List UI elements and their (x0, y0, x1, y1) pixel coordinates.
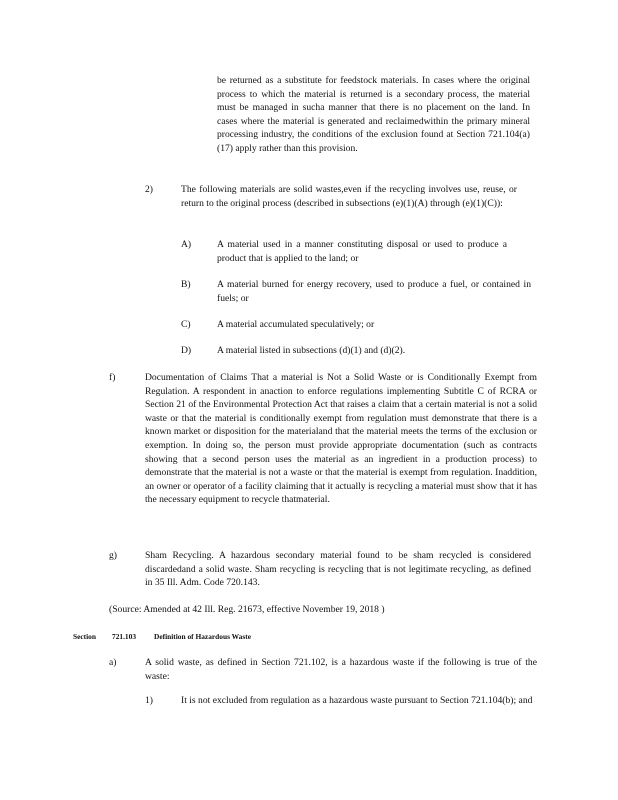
item-a-label: a) (109, 657, 117, 668)
item-a1-text: It is not excluded from regulation as a hazardous waste pursuant to Section 721.104(b); and (181, 695, 533, 706)
item-2d-text: A material listed in subsections (d)(1) and (d)(2). (217, 345, 406, 356)
item-g-text: Sham Recycling. A hazardous secondary material found to be sham recycled is considered discardedand a solid waste. Sham recycling is recycling that is not legitimate recycling, as defined in 35 Ill. Adm. Code 720.143. (145, 550, 531, 589)
item-2-label: 2) (145, 184, 153, 195)
continuation-paragraph: be returned as a substitute for feedstock materials. In cases where the original process to which the material is returned is a secondary process, the material must be managed in sucha manner that there is no placement on the land. In cases where the material is generated and reclaimedwithin the primary mineral processing industry, the conditions of the exclusion found at Section 721.104(a)(17) apply rather than this provision. (217, 75, 530, 154)
item-a1-label: 1) (145, 695, 153, 706)
item-2d-label: D) (181, 345, 192, 356)
item-2b-label: B) (181, 279, 191, 290)
item-f-label: f) (109, 372, 116, 383)
item-2a-text: A material used in a manner constituting disposal or used to produce a product that is applied to the land; or (217, 239, 507, 264)
section-word: Section (73, 632, 96, 641)
item-2c-text: A material accumulated speculatively; or (217, 319, 375, 330)
item-2b-text: A material burned for energy recovery, used to produce a fuel, or contained in fuels; or (217, 279, 531, 304)
source-note: (Source: Amended at 42 Ill. Reg. 21673, effective November 19, 2018 ) (109, 604, 385, 615)
item-a-text: A solid waste, as defined in Section 721.102, is a hazardous waste if the following is true of the waste: (145, 657, 537, 682)
item-2a-label: A) (181, 239, 192, 250)
item-2c-label: C) (181, 319, 191, 330)
section-number: 721.103 (112, 632, 137, 641)
item-f-text: Documentation of Claims That a material is Not a Solid Waste or is Conditionally Exempt from Regulation. A respondent in anaction to enforce regulations implementing Subtitle C of RCRA or Section 21 of the Environmental Protection Act that raises a claim that a certain material is not a solid waste or that the material is conditionally exempt from regulation must demonstrate that there is a known market or disposition for the materialand that the material meets the terms of the exclusion or exemption. In doing so, the person must provide appropriate documentation (such as contracts showing that a second person uses the material as an ingredient in a production process) to demonstrate that the material is not a waste or that the material is exempt from regulation. Inaddition, an owner or operator of a facility claiming that it actually is recycling a material must show that it has the necessary equipment to recycle thatmaterial. (145, 372, 537, 506)
item-2-text: The following materials are solid wastes,even if the recycling involves use, reuse, or return to the original process (described in subsections (e)(1)(A) through (e)(1)(C)): (181, 184, 517, 209)
item-g-label: g) (109, 550, 117, 561)
section-title: Definition of Hazardous Waste (154, 632, 251, 641)
